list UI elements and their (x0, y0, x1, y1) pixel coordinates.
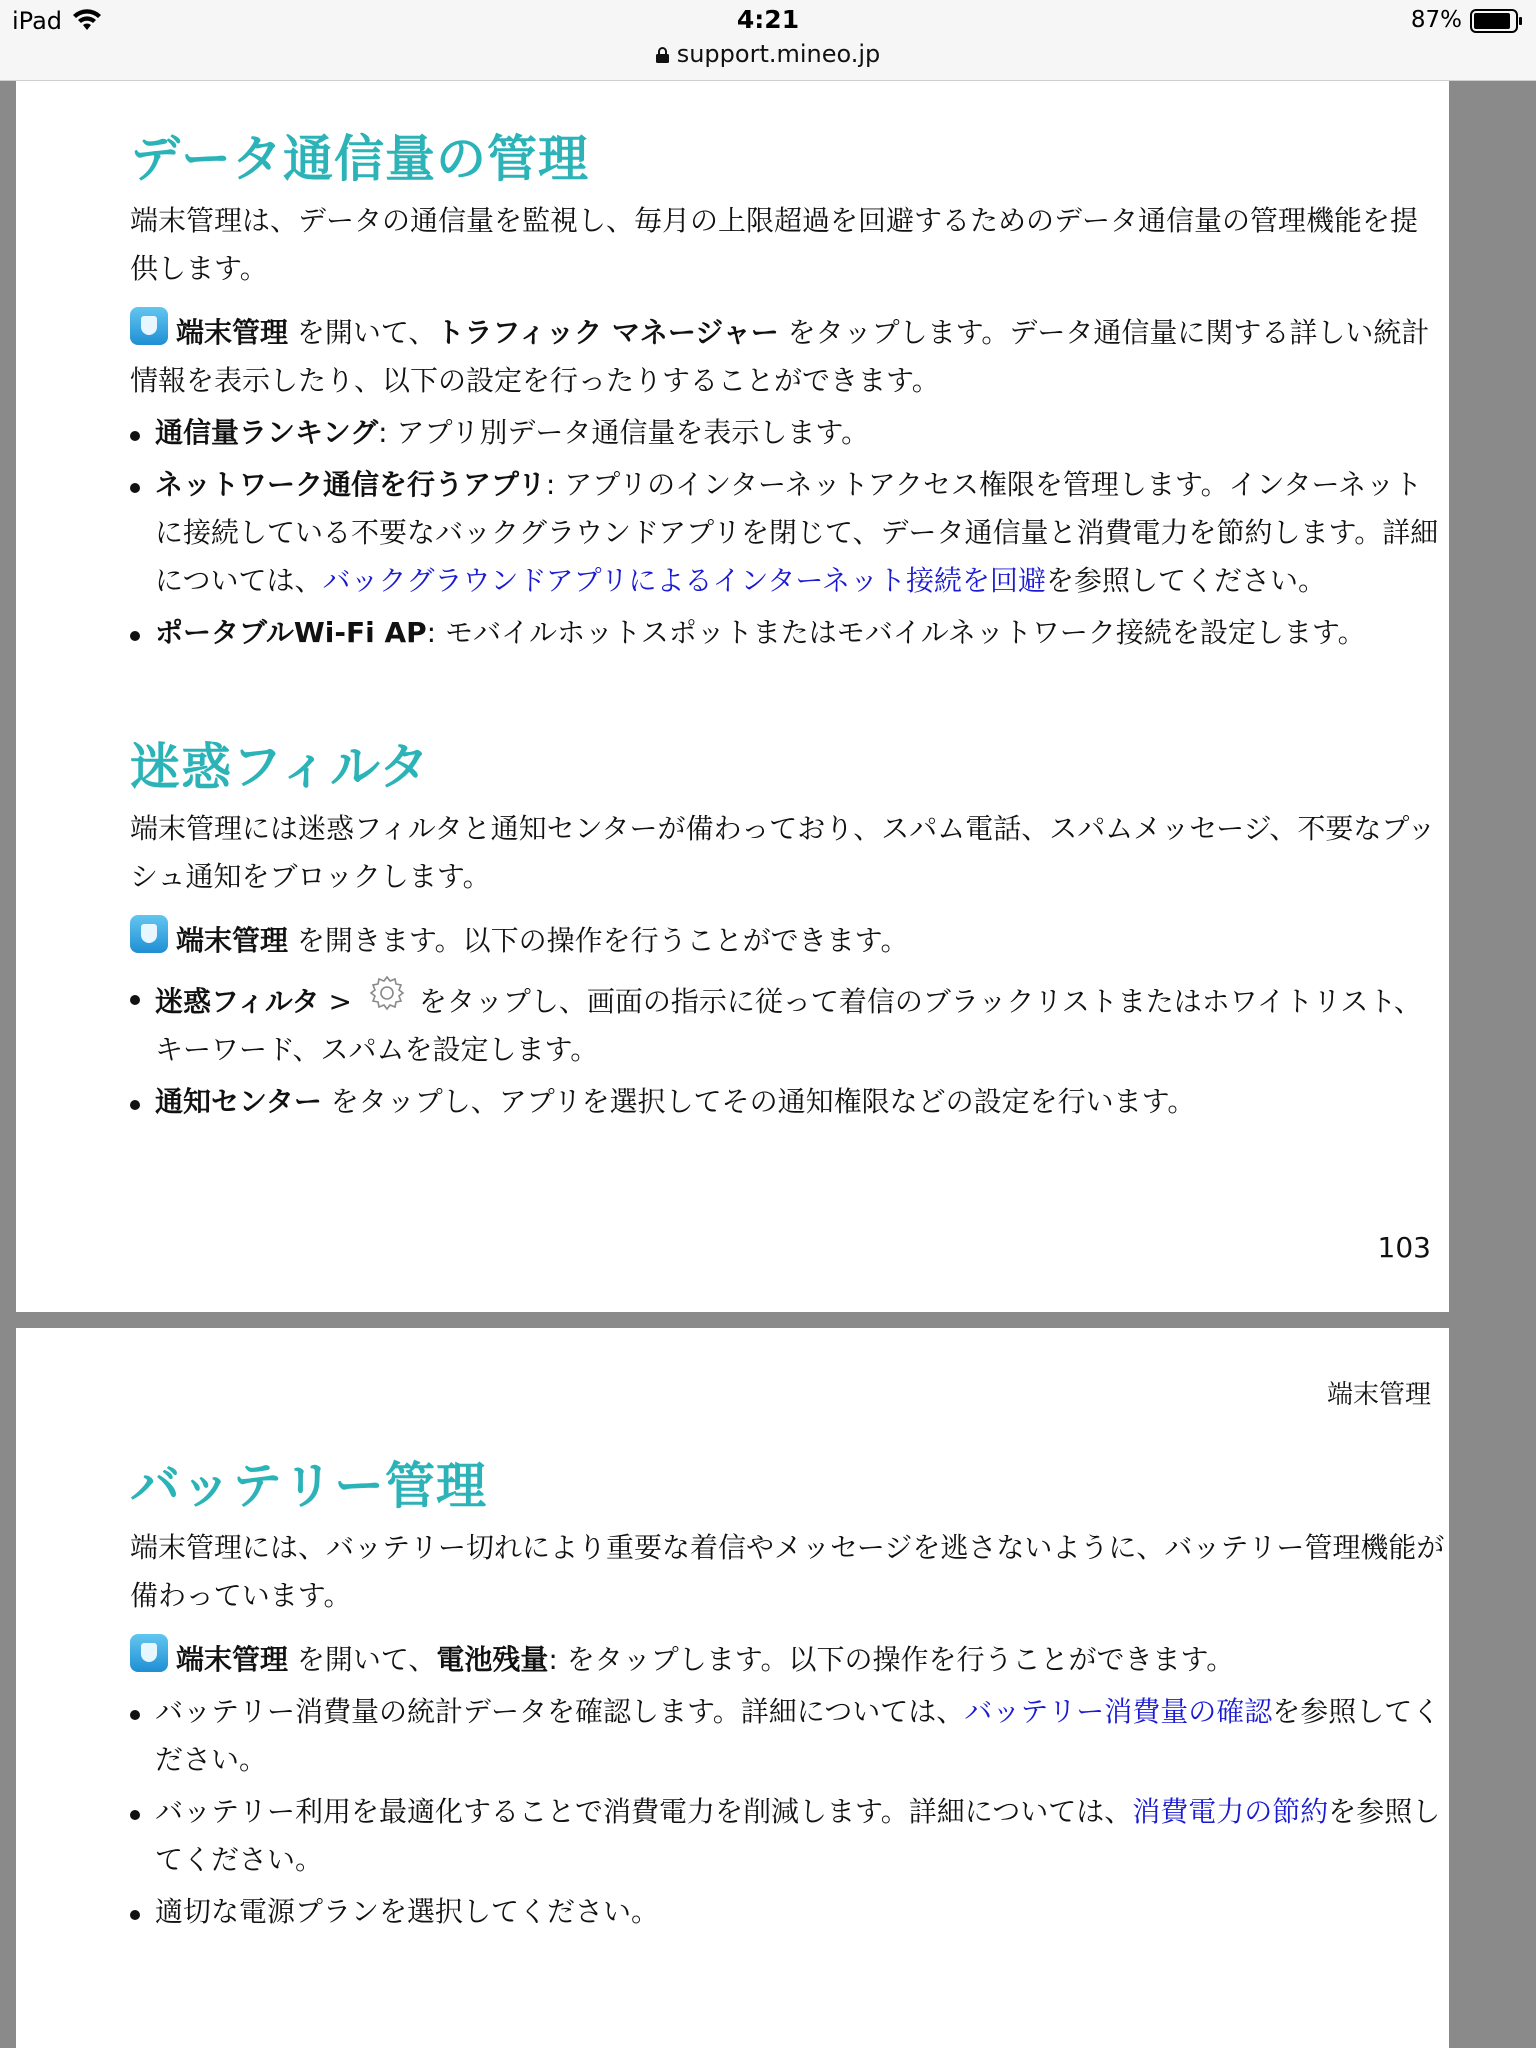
step-text: : をタップします。以下の操作を行うことができます。 (548, 1643, 1235, 1676)
item-text: : アプリ別データ通信量を表示します。 (378, 416, 870, 449)
app-name: 端末管理 (176, 316, 289, 349)
step-text: を開きます。以下の操作を行うことができます。 (288, 924, 909, 957)
running-header: 端末管理 (1326, 1380, 1431, 1410)
clock: 4:21 (736, 5, 800, 34)
list-item (130, 409, 1445, 457)
list-item (130, 461, 1445, 605)
list-item (130, 1688, 1445, 1784)
device-manager-app-icon (130, 1634, 168, 1672)
list-item (130, 609, 1445, 657)
gear-icon (367, 973, 407, 1013)
app-name: 端末管理 (176, 1643, 289, 1676)
item-text: バッテリー消費量の統計データを確認します。詳細については、 (155, 1695, 965, 1728)
section-intro: 端末管理には迷惑フィルタと通知センターが備わっており、スパム電話、スパムメッセージ、不要なプッシュ通知をブロックします。 (130, 812, 1436, 893)
item-text: 適切な電源プランを選択してください。 (155, 1895, 660, 1928)
address-bar[interactable] (0, 40, 1536, 68)
item-title: 通信量ランキング (155, 416, 379, 449)
section-intro: 端末管理には、バッテリー切れにより重要な着信やメッセージを逃さないように、バッテリー管理機能が備わっています。 (130, 1531, 1445, 1612)
section-title: バッテリー管理 (130, 1457, 487, 1515)
app-name: 端末管理 (176, 924, 289, 957)
item-text: を参照してください。 (155, 1795, 1441, 1876)
instruction-step (130, 915, 1445, 965)
feature-list (130, 1688, 1445, 1936)
item-title: 迷惑フィルタ (155, 985, 320, 1018)
document-page-103 (16, 81, 1449, 1312)
section-title: 迷惑フィルタ (130, 738, 430, 796)
item-text: を参照してください。 (1045, 564, 1326, 597)
step-text: を開いて、 (288, 1643, 437, 1676)
device-manager-app-icon (130, 307, 168, 345)
item-text: をタップし、画面の指示に従って着信のブラックリストまたはホワイトリスト、キーワード、スパムを設定します。 (155, 985, 1422, 1066)
instruction-step (130, 307, 1445, 405)
step-text: をタップします。データ通信量に関する詳しい統計情報を表示したり、以下の設定を行ったりすることができます。 (130, 316, 1430, 397)
battery-percent: 87% (1410, 7, 1462, 33)
url-text: support.mineo.jp (676, 40, 881, 68)
link-power-saving[interactable]: 消費電力の節約 (1132, 1795, 1329, 1828)
section-spam-filter (130, 737, 1445, 1126)
list-item (130, 1788, 1445, 1884)
battery-icon (1470, 9, 1524, 33)
item-text: を参照してください。 (155, 1695, 1441, 1776)
page-number: 103 (1377, 1231, 1431, 1264)
feature-list (130, 973, 1445, 1126)
item-text: : モバイルホットスポットまたはモバイルネットワーク接続を設定します。 (426, 616, 1366, 649)
item-title: ネットワーク通信を行うアプリ (155, 468, 546, 501)
list-item (130, 1078, 1445, 1126)
document-page-104 (16, 1328, 1449, 2048)
menu-name: トラフィック マネージャー (436, 316, 779, 349)
section-battery (130, 1456, 1445, 1936)
list-item (130, 973, 1445, 1074)
step-text: を開いて、 (288, 316, 437, 349)
feature-list (130, 409, 1445, 657)
device-manager-app-icon (130, 915, 168, 953)
section-intro: 端末管理は、データの通信量を監視し、毎月の上限超過を回避するためのデータ通信量の管理機能を提供します。 (130, 204, 1419, 285)
device-name: iPad (12, 7, 63, 35)
link-battery-usage[interactable]: バッテリー消費量の確認 (964, 1695, 1273, 1728)
instruction-step (130, 1634, 1445, 1684)
item-text: をタップし、アプリを選択してその通知権限などの設定を行います。 (321, 1085, 1196, 1118)
item-title: 通知センター (155, 1085, 322, 1118)
link-background-apps[interactable]: バックグラウンドアプリによるインターネット接続を回避 (322, 564, 1046, 597)
menu-name: 電池残量 (436, 1643, 549, 1676)
status-bar (0, 0, 1536, 81)
item-text: バッテリー利用を最適化することで消費電力を削減します。詳細については、 (155, 1795, 1133, 1828)
list-item (130, 1888, 1445, 1936)
separator: > (319, 985, 361, 1018)
section-title: データ通信量の管理 (130, 130, 589, 188)
item-title: ポータブルWi-Fi AP (155, 616, 427, 649)
item-text: : アプリのインターネットアクセス権限を管理します。インターネットに接続している不要なバックグラウンドアプリを閉じて、データ通信量と消費電力を節約します。詳細については、 (155, 468, 1439, 597)
section-data-usage (130, 129, 1445, 657)
lock-icon (656, 47, 669, 63)
